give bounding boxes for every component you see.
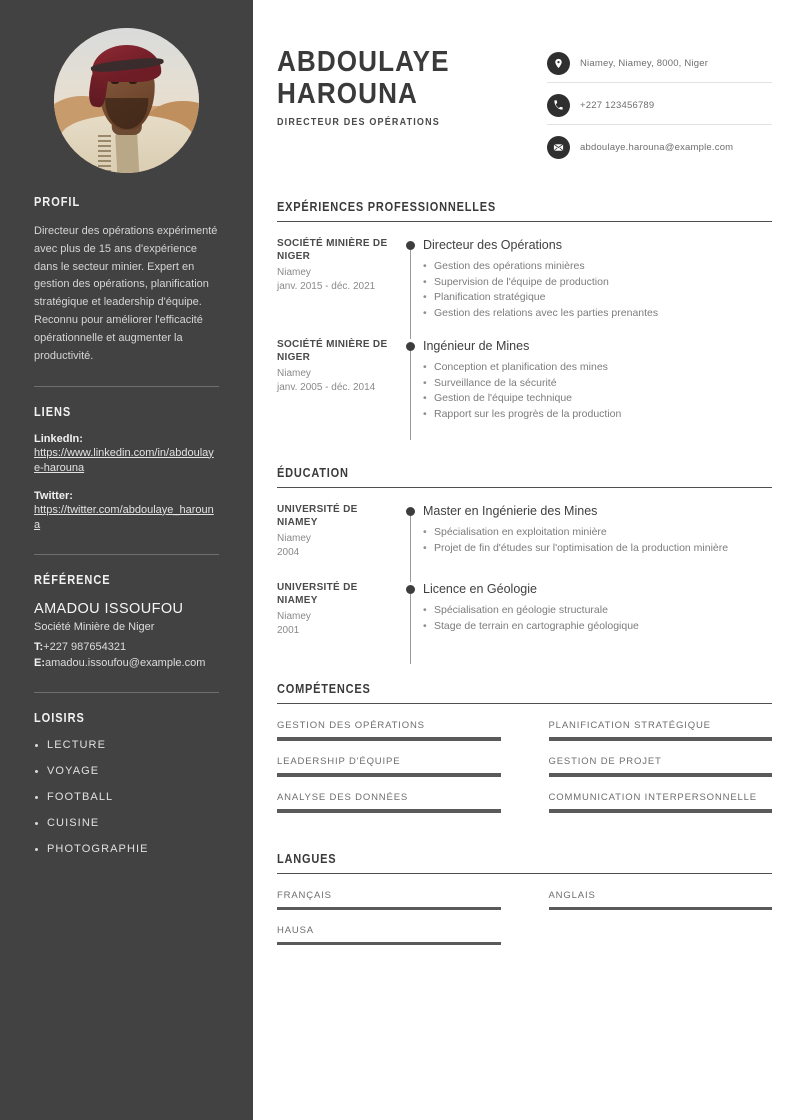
education-entry	[277, 582, 772, 664]
skill-bar	[277, 809, 501, 813]
language-label: HAUSA	[277, 925, 314, 937]
education-heading: ÉDUCATION	[277, 466, 349, 481]
sidebar	[0, 0, 253, 1120]
divider-profile-links	[34, 386, 219, 387]
name-block	[277, 44, 547, 166]
language-bar	[277, 942, 501, 945]
experience-bullet: • Gestion de l'équipe technique	[423, 391, 772, 407]
main-content	[253, 0, 794, 1120]
reference-email-value: amadou.issoufou@example.com	[45, 656, 206, 669]
timeline-dot	[406, 342, 415, 351]
hobby-item: VOYAGE	[34, 765, 219, 777]
experience-location: Niamey	[277, 266, 311, 278]
timeline-rail	[399, 238, 423, 339]
education-bullet: • Stage de terrain en cartographie géologique	[423, 619, 772, 635]
links-heading: LIENS	[34, 404, 72, 419]
reference-phone-row	[34, 640, 219, 656]
reference-email-row	[34, 656, 219, 672]
skill-item	[549, 756, 773, 777]
timeline-rail	[399, 339, 423, 440]
education-bullet: • Spécialisation en exploitation minière	[423, 525, 772, 541]
timeline-dot	[406, 585, 415, 594]
skill-bar	[277, 773, 501, 777]
timeline-line	[410, 588, 411, 664]
education-location: Niamey	[277, 532, 311, 544]
reference-heading: RÉFÉRENCE	[34, 572, 111, 587]
timeline-rail	[399, 504, 423, 582]
avatar-placket	[115, 129, 139, 173]
skill-item	[277, 792, 501, 813]
timeline-rail	[399, 582, 423, 664]
experience-body	[423, 339, 772, 440]
reference-phone-value: +227 987654321	[43, 640, 127, 653]
experience-dates: janv. 2005 - déc. 2014	[277, 381, 376, 393]
section-education	[277, 466, 772, 664]
contact-row-address	[547, 48, 772, 83]
hobby-item: LECTURE	[34, 739, 219, 751]
education-org: UNIVERSITÉ DE NIAMEY	[277, 582, 358, 607]
link-item-linkedin	[34, 433, 219, 477]
education-entry	[277, 504, 772, 582]
profile-text: Directeur des opérations expérimenté avec plus de 15 ans d'expérience dans le secteur minier. Expert en gestion des opérations, planification stratégique et leadership d'équipe. Reconnu pour améliorer l'efficacité opérationnelle et augmenter la productivité.	[34, 225, 218, 362]
language-label: ANGLAIS	[548, 890, 596, 902]
phone-icon	[547, 94, 570, 117]
reference-phone-label: T:	[34, 640, 44, 653]
linkedin-url[interactable]: https://www.linkedin.com/in/abdoulaye-harouna	[34, 446, 214, 475]
language-item	[277, 890, 501, 910]
hobby-item: PHOTOGRAPHIE	[34, 843, 219, 855]
education-dates: 2004	[277, 547, 300, 559]
contact-block	[547, 44, 772, 166]
skills-grid	[277, 720, 772, 828]
experience-bullet: • Gestion des opérations minières	[423, 259, 772, 275]
education-body	[423, 582, 772, 664]
contact-row-email	[547, 132, 772, 166]
education-bullet: • Spécialisation en géologie structurale	[423, 603, 772, 619]
experience-org: SOCIÉTÉ MINIÈRE DE NIGER	[277, 339, 388, 363]
timeline-line	[410, 345, 411, 440]
linkedin-label: LinkedIn:	[34, 432, 83, 445]
education-rule	[277, 487, 772, 488]
experience-meta	[277, 339, 399, 440]
experience-bullet: • Planification stratégique	[423, 290, 772, 306]
education-degree: Licence en Géologie	[423, 582, 537, 597]
experience-location: Niamey	[277, 367, 311, 379]
education-degree: Master en Ingénierie des Mines	[423, 504, 598, 519]
language-item	[549, 890, 773, 910]
experience-dates: janv. 2015 - déc. 2021	[277, 280, 376, 292]
reference-name: AMADOU ISSOUFOU	[34, 600, 184, 617]
sidebar-section-hobbies	[0, 711, 253, 855]
contact-phone: +227 123456789	[580, 100, 655, 111]
sidebar-section-reference	[0, 573, 253, 672]
link-item-twitter	[34, 490, 219, 534]
experience-bullet: • Conception et planification des mines	[423, 360, 772, 376]
hobbies-heading: LOISIRS	[34, 710, 85, 725]
timeline-line	[410, 510, 411, 582]
skill-item	[549, 720, 773, 741]
education-meta	[277, 582, 399, 664]
envelope-icon	[547, 136, 570, 159]
experience-role: Directeur des Opérations	[423, 238, 562, 252]
experience-entry	[277, 238, 772, 339]
experience-heading: EXPÉRIENCES PROFESSIONNELLES	[277, 200, 496, 214]
section-skills	[277, 682, 772, 828]
avatar-container	[0, 0, 253, 195]
skill-item	[277, 720, 501, 741]
contact-address: Niamey, Niamey, 8000, Niger	[580, 58, 709, 69]
contact-row-phone	[547, 90, 772, 125]
section-languages	[277, 852, 772, 960]
skill-label: GESTION DES OPÉRATIONS	[277, 720, 425, 732]
last-name: HAROUNA	[277, 78, 418, 111]
contact-email: abdoulaye.harouna@example.com	[580, 142, 734, 153]
language-label: FRANÇAIS	[277, 890, 332, 902]
hobby-item: FOOTBALL	[34, 791, 219, 803]
language-item	[277, 925, 501, 945]
skills-heading: COMPÉTENCES	[277, 682, 371, 697]
twitter-label: Twitter:	[34, 489, 73, 502]
skill-bar	[277, 737, 501, 741]
skill-bar	[549, 809, 773, 813]
experience-bullet: • Surveillance de la sécurité	[423, 376, 772, 392]
skill-item	[549, 792, 773, 813]
skill-item	[277, 756, 501, 777]
twitter-url[interactable]: https://twitter.com/abdoulaye_harouna	[34, 503, 214, 532]
languages-heading: LANGUES	[277, 852, 337, 867]
education-location: Niamey	[277, 610, 311, 622]
sidebar-section-links	[0, 405, 253, 534]
languages-grid	[277, 890, 772, 960]
timeline-dot	[406, 241, 415, 250]
sidebar-section-profile	[0, 195, 253, 366]
resume-header	[277, 44, 772, 166]
education-bullet: • Projet de fin d'études sur l'optimisation de la production minière	[423, 541, 772, 557]
first-name: ABDOULAYE	[277, 46, 450, 78]
divider-links-reference	[34, 554, 219, 555]
skill-label: LEADERSHIP D'ÉQUIPE	[277, 756, 401, 768]
education-body	[423, 504, 772, 582]
reference-company: Société Minière de Niger	[34, 620, 155, 633]
avatar	[54, 28, 199, 173]
experience-body	[423, 238, 772, 339]
location-pin-icon	[547, 52, 570, 75]
experience-bullet: • Rapport sur les progrès de la production	[423, 407, 772, 423]
skill-label: GESTION DE PROJET	[548, 756, 662, 768]
reference-email-label: E:	[34, 656, 45, 669]
experience-bullet: • Gestion des relations avec les parties prenantes	[423, 306, 772, 322]
section-experience	[277, 200, 772, 440]
education-org: UNIVERSITÉ DE NIAMEY	[277, 504, 358, 529]
job-title: DIRECTEUR DES OPÉRATIONS	[277, 116, 440, 128]
skill-label: PLANIFICATION STRATÉGIQUE	[548, 720, 711, 732]
skill-label: COMMUNICATION INTERPERSONNELLE	[548, 792, 757, 804]
avatar-embroidery	[98, 135, 111, 173]
skills-rule	[277, 703, 772, 704]
skill-label: ANALYSE DES DONNÉES	[277, 792, 409, 804]
hobby-item: CUISINE	[34, 817, 219, 829]
experience-entry	[277, 339, 772, 440]
skill-bar	[549, 773, 773, 777]
language-bar	[549, 907, 773, 910]
experience-org: SOCIÉTÉ MINIÈRE DE NIGER	[277, 238, 388, 262]
skill-bar	[549, 737, 773, 741]
timeline-dot	[406, 507, 415, 516]
experience-bullet: • Supervision de l'équipe de production	[423, 275, 772, 291]
profile-heading: PROFIL	[34, 195, 81, 209]
experience-role: Ingénieur de Mines	[423, 339, 530, 354]
language-bar	[277, 907, 501, 910]
experience-meta	[277, 238, 399, 339]
divider-reference-hobbies	[34, 692, 219, 693]
timeline-line	[410, 244, 411, 339]
experience-rule	[277, 221, 772, 222]
languages-rule	[277, 873, 772, 874]
education-meta	[277, 504, 399, 582]
education-dates: 2001	[277, 625, 300, 637]
